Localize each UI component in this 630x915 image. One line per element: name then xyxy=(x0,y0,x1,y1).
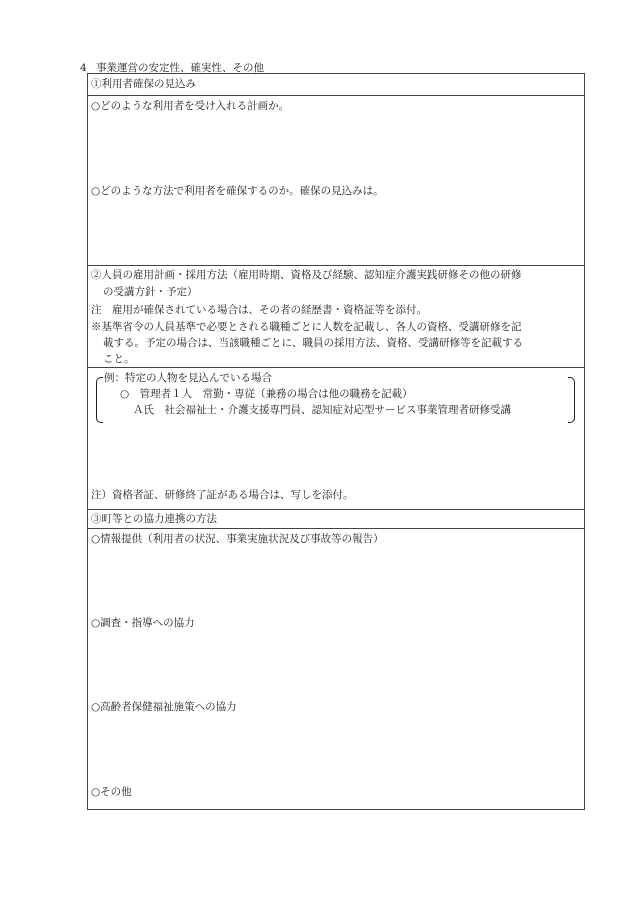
table-left-border xyxy=(87,73,88,810)
section-title-text: 事業運営の安定性、確実性、その他 xyxy=(96,62,264,74)
block2-note-2-line2: 載する。予定の場合は、当該職種ごとに、職員の採用方法、資格、受講研修等を記載する xyxy=(103,337,523,349)
example-line-1: 例：特定の人物を見込んでいる場合 xyxy=(104,372,272,384)
block1-question-1: ○どのような利用者を受け入れる計画か。 xyxy=(91,100,290,112)
block1-question-2: ○どのような方法で利用者を確保するのか。確保の見込みは。 xyxy=(91,185,384,197)
table-top-border xyxy=(87,73,584,74)
table-bottom-border xyxy=(87,809,584,810)
block3-item-2: ○調査・指導への協力 xyxy=(91,617,195,629)
block2-heading-line1: ②人員の雇用計画・採用方法（雇用時期、資格及び経験、認知症介護実践研修その他の研修 xyxy=(91,269,522,281)
example-line-3: Ａ氏 社会福祉士・介護支援専門員、認知症対応型サービス事業管理者研修受講 xyxy=(133,404,511,416)
section-number: 4 xyxy=(80,62,87,74)
table-right-border xyxy=(584,73,585,810)
block2-heading-line2: の受講方針・予定） xyxy=(103,286,198,298)
divider-block2 xyxy=(87,265,584,266)
example-right-bracket xyxy=(568,377,575,423)
example-left-bracket xyxy=(96,377,103,423)
block3-item-1: ○情報提供（利用者の状況、事業実施状況及び事故等の報告） xyxy=(91,533,384,545)
divider-block3-heading xyxy=(87,528,584,529)
example-line-2: ○ 管理者１人 常勤・専従（兼務の場合は他の職務を記載） xyxy=(120,388,413,400)
block1-heading: ①利用者確保の見込み xyxy=(91,78,196,90)
block2-note-2-line1: ※基準省令の人員基準で必要とされる職種ごとに人数を記載し、各人の資格、受講研修を記 xyxy=(91,321,522,333)
block2-note-2-line3: こと。 xyxy=(103,353,135,365)
block3-heading: ③町等との協力連携の方法 xyxy=(91,513,217,525)
block2-footnote: 注）資格者証、研修終了証がある場合は、写しを添付。 xyxy=(91,489,354,501)
block2-note-1: 注 雇用が確保されている場合は、その者の経歴書・資格証等を添付。 xyxy=(91,304,427,316)
block3-item-4: ○その他 xyxy=(91,786,132,798)
divider-block2-example xyxy=(87,367,584,368)
divider-block3 xyxy=(87,509,584,510)
divider-block1-heading xyxy=(87,95,584,96)
block3-item-3: ○高齢者保健福祉施策への協力 xyxy=(91,701,237,713)
